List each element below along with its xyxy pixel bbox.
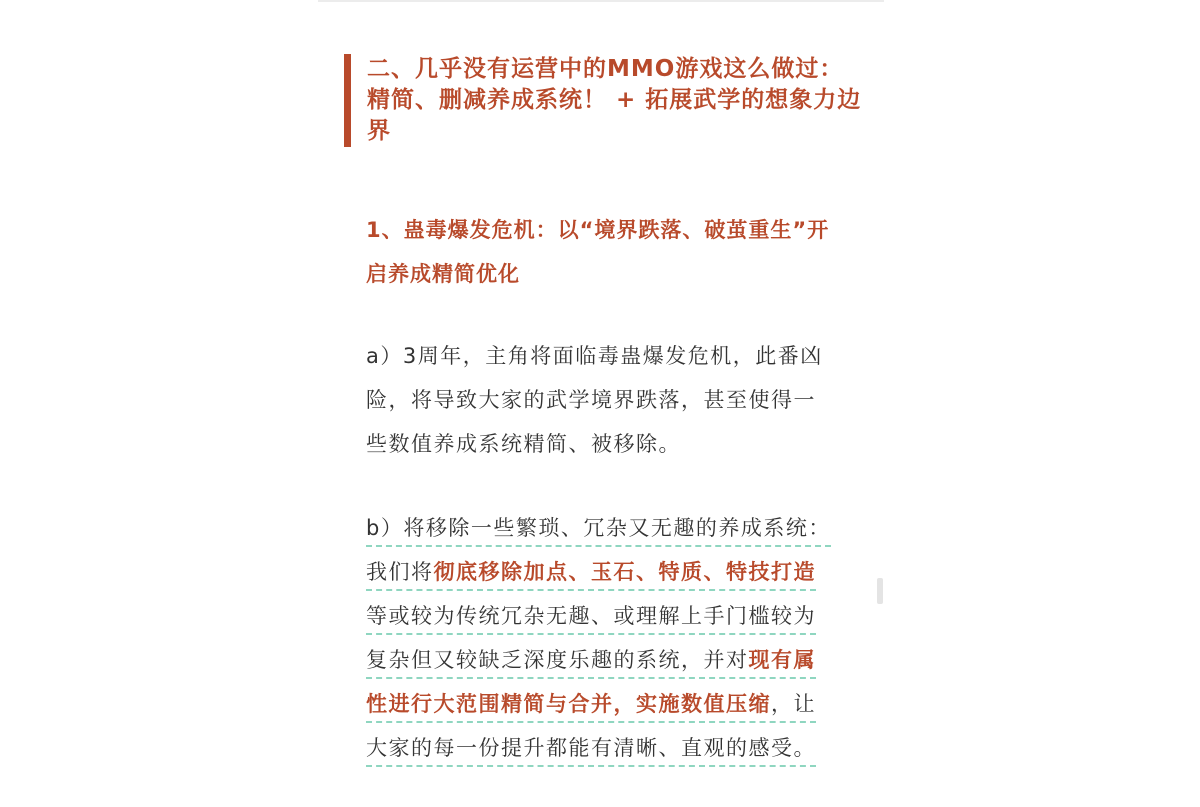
paragraph-line [366, 550, 846, 594]
paragraph-line [366, 726, 846, 770]
paragraph-line [366, 682, 846, 726]
underlined-text: b）将移除一些繁琐、冗杂又无趣的养成系统： [366, 513, 831, 547]
underlined-text [366, 557, 816, 591]
paragraph-line: a）3周年，主角将面临毒蛊爆发危机，此番凶 [366, 344, 823, 368]
paragraph-b [366, 506, 846, 770]
plain-text: 复杂但又较缺乏深度乐趣的系统，并对 [366, 648, 749, 672]
paragraph-line: 险，将导致大家的武学境界跌落，甚至使得一 [366, 388, 816, 412]
section-heading-line: 精简、删减养成系统！ + 拓展武学的想象力边 [367, 87, 862, 113]
plain-text: 我们将 [366, 560, 434, 584]
section-heading-line: 二、几乎没有运营中的MMO游戏这么做过： [367, 56, 844, 82]
paragraph-line [366, 638, 846, 682]
paragraph-line [366, 594, 846, 638]
underlined-text [366, 689, 816, 723]
section-heading [344, 54, 887, 147]
emphasis-text: 性进行大范围精简与合并，实施数值压缩 [366, 692, 771, 716]
underlined-text: 等或较为传统冗杂无趣、或理解上手门槛较为 [366, 601, 816, 635]
scrollbar-thumb[interactable] [877, 578, 883, 604]
plain-text: ，让 [771, 692, 816, 716]
paragraph-line: 些数值养成系统精简、被移除。 [366, 432, 681, 456]
underlined-text: 大家的每一份提升都能有清晰、直观的感受。 [366, 733, 816, 767]
paragraph-a [366, 334, 846, 466]
underlined-text [366, 645, 816, 679]
paragraph-line [366, 506, 846, 550]
emphasis-text: 彻底移除加点、玉石、特质、特技打造 [433, 560, 816, 584]
sub-heading-line: 启养成精简优化 [366, 262, 520, 286]
sub-heading [366, 208, 846, 296]
top-divider [318, 0, 884, 2]
emphasis-text: 现有属 [748, 648, 816, 672]
sub-heading-line: 1、蛊毒爆发危机：以“境界跌落、破茧重生”开 [366, 218, 830, 242]
section-heading-line: 界 [367, 118, 391, 144]
